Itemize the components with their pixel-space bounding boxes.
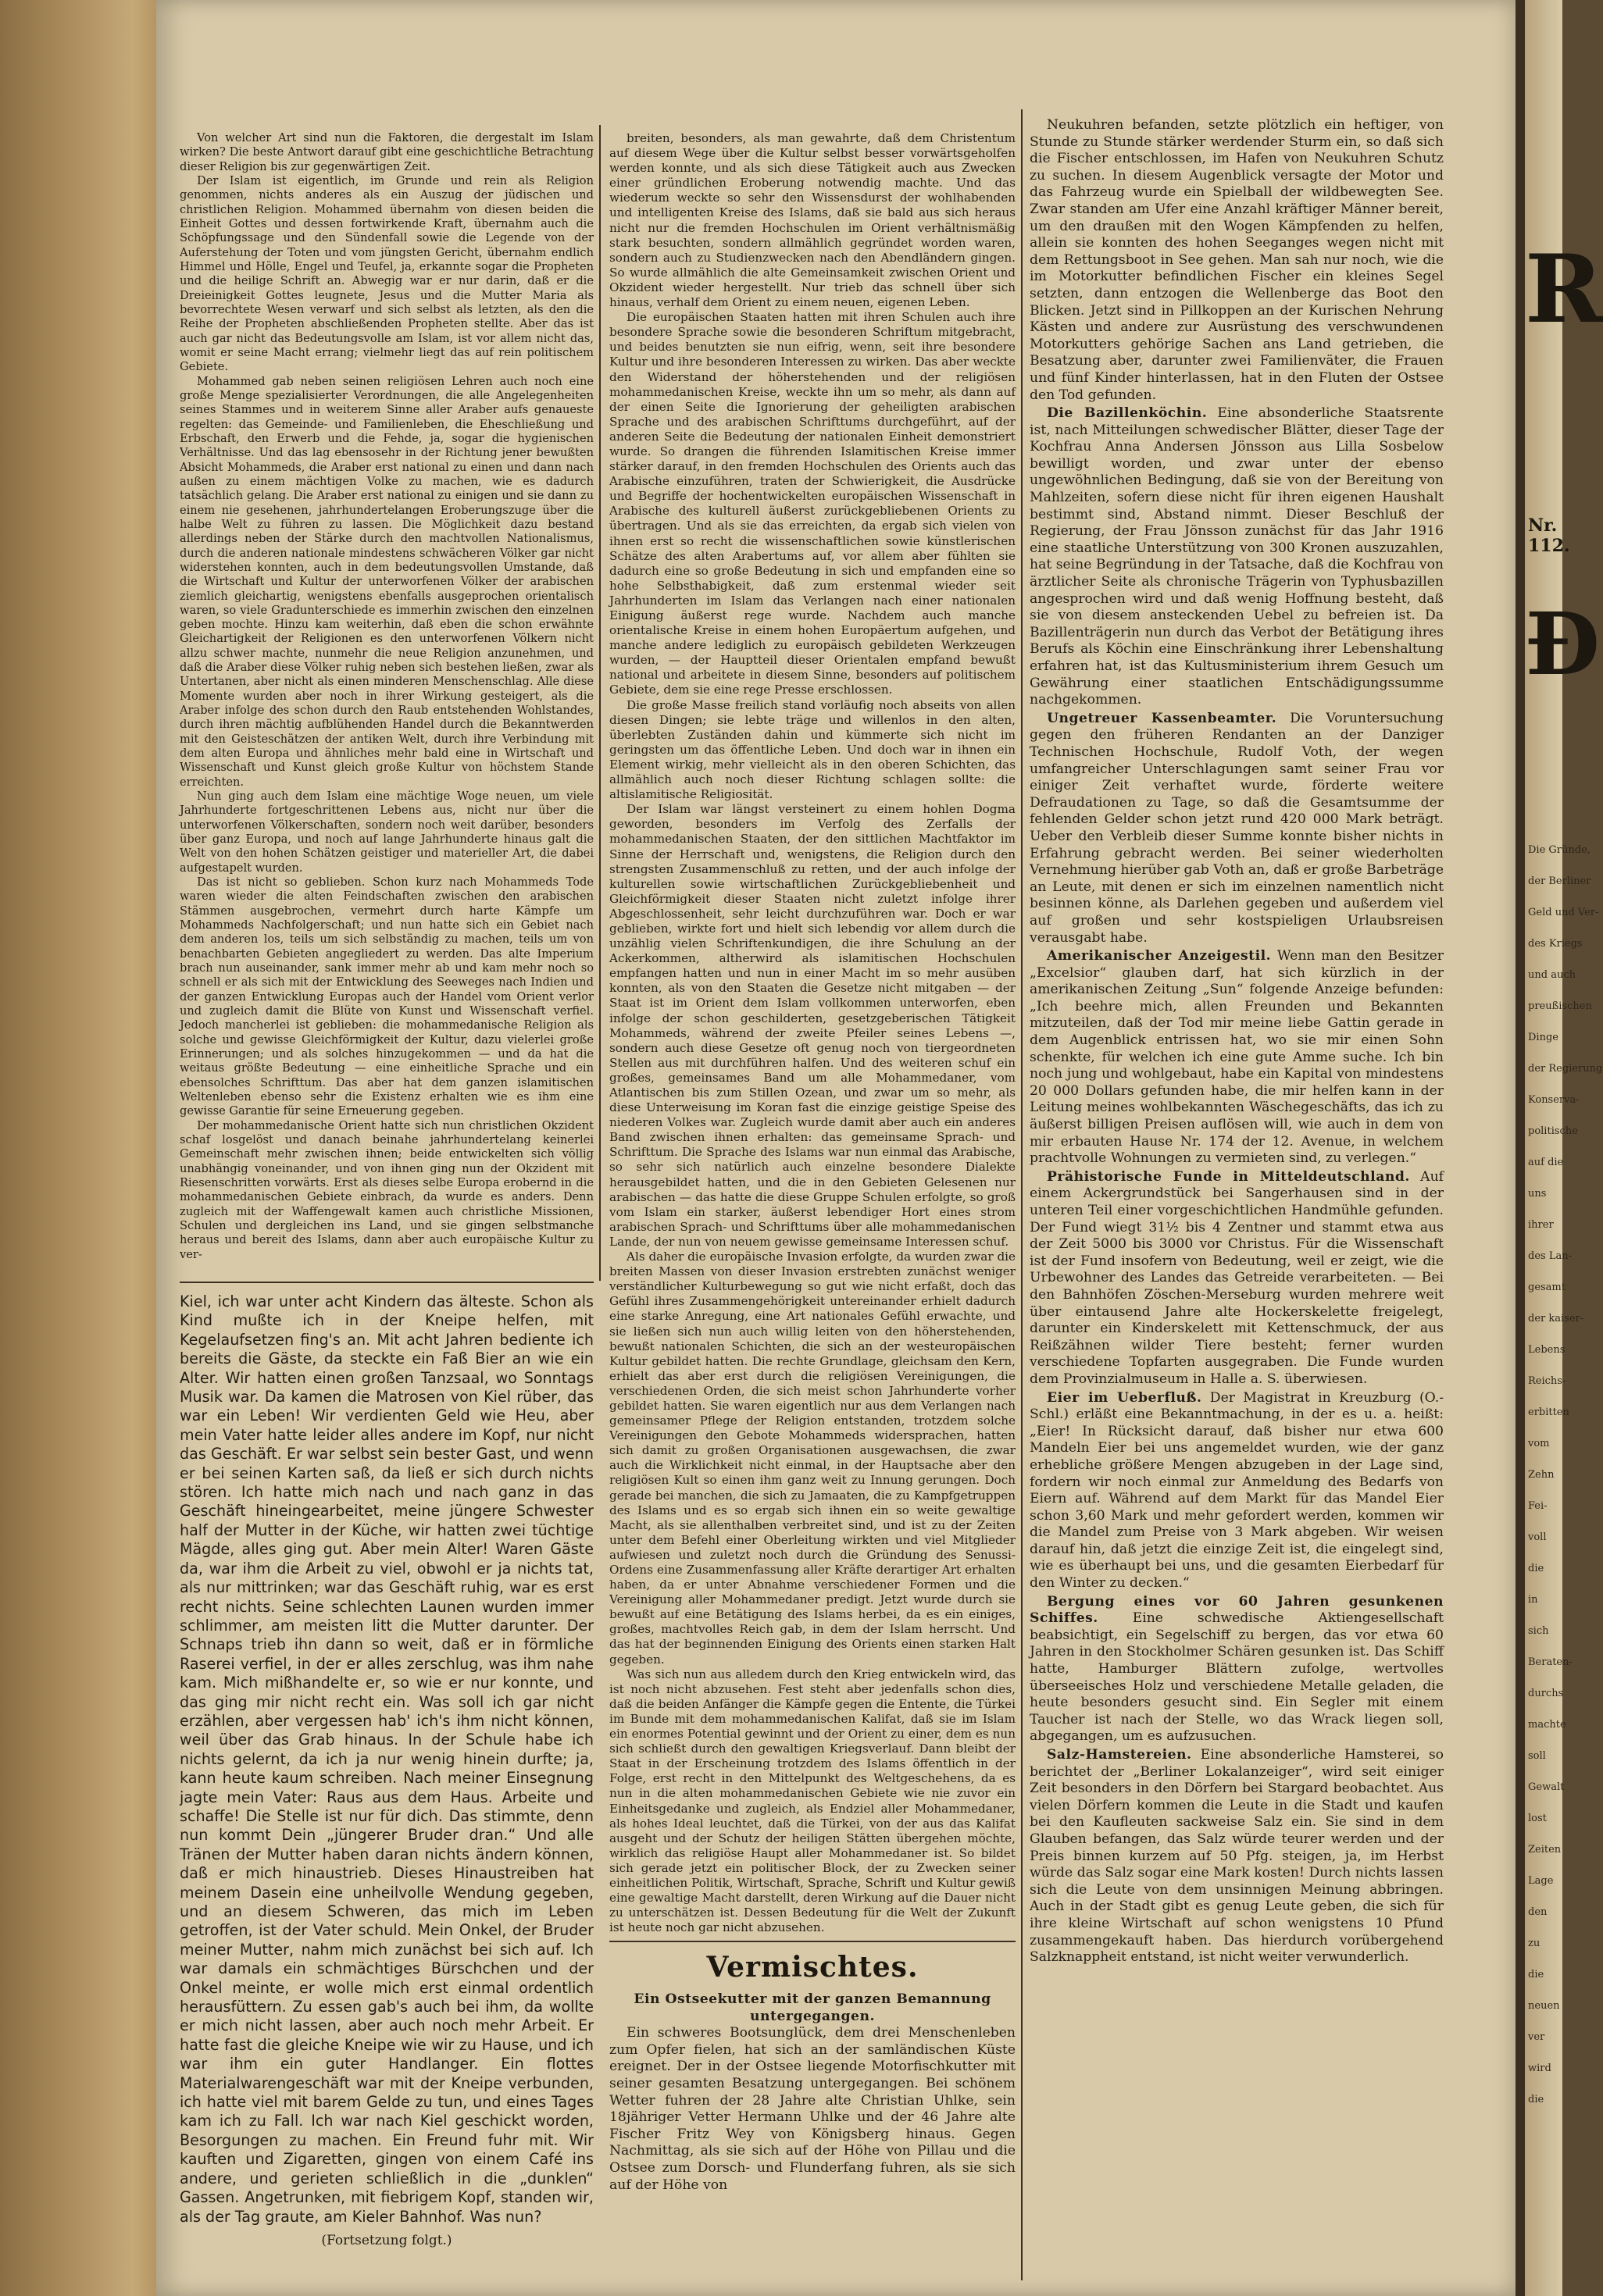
text-fragment: Konserva-: [1528, 1094, 1580, 1106]
text-fragment: Gewalt: [1528, 1781, 1565, 1793]
serial-story: [180, 1292, 594, 2250]
article-islam-column-2: [609, 131, 1016, 1935]
text-fragment: ver: [1528, 2031, 1545, 2043]
adjacent-page-edge: [1525, 0, 1603, 2296]
text-fragment: des Lan-: [1528, 1250, 1572, 1262]
text-fragment: sich: [1528, 1625, 1549, 1637]
article-paragraph: Der Islam war längst versteinert zu einem hohlen Dogma geworden, besonders im Verfolg des Zerfalls der mohammedanischen Staaten, der den sittlichen Machtfaktor im Sinne der Herrschaft und, wenigstens, die Religion durch den strengsten Zusammenschluß zu retten, und der auch infolge der kulturellen sowie wirtschaftlichen Zurückgebliebenheit und Gleichförmigkeit dieser Staaten nicht zuletzt infolge ihrer Abgeschlossenheit, sehr leicht durchzuführen war. Doch er war geblieben, wirkte fort und hielt sich lebendig vor allem durch die unzählig vielen Schriftenkundigen, die ihre Schulung an der Ackerkommen, altherwird als islamitischen Hochschulen empfangen hatten und nun in einer Macht im so mehr ausüben konnten, als von den Staaten die Gesetze nicht mitgaben — der Staat ist im Orient dem Islam vollkommen unterworfen, eben infolge der schon geschilderten, gesetzgeberischen Tätigkeit Mohammeds, während der zweite Pfeiler seines Lebens —, sondern auch diese Gesetze oft genug noch von tiergeordneten Stellen aus mit durchführen halfen. Und des weiteren schuf ein großes, gemeinsames Band um alle Mohammedaner, vom Atlantischen bis zum Stillen Ozean, und zwar um so mehr, als diese Unterweisung im Koran fast die einzige geistige Speise des niederen Volkes war. Zugleich wurde damit aber auch ein anderes Band zwischen ihnen erhalten: das gemeinsame Sprach- und Schrifttum. Die Sprache des Islams war nun einmal das Arabische, so sehr sich natürlich auch einzelne besondere Dialekte herausgebildet hatten, und die in den Gebieten Gelesenen nur arabischen — das hatte die diese Gruppe Schulen erfolgte, so groß vom Islam ein starker, äußerst lebendiger Hort eines strom arabischen Sprach- und Schrifttums über alle mohammedanischen Lande, der nun von neuem gewisse gemeinsame Interessen schuf.: [609, 802, 1016, 1249]
section-divider: [609, 1941, 1016, 1942]
text-fragment: Die Gründe,: [1528, 844, 1591, 856]
article-paragraph: Der Islam ist eigentlich, im Grunde und rein als Religion genommen, nichts anderes als ein Auszug der jüdischen und christlichen Religion. Mohammed übernahm von diesen beiden die Einheit Gottes und dessen fortwirkende Kraft, übernahm auch die Schöpfungssage und den Sündenfall sowie die Legende von der Auferstehung der Toten und vom jüngsten Gericht, übernahm endlich Himmel und Hölle, Engel und Teufel, ja, erkannte sogar die Propheten und die heilige Schrift an. Abwegig war er nur darin, daß er die Dreieinigkeit Gottes leugnete, Jesus und die Mutter Maria als bevorrechtete Wesen verwarf und sich selbst als letzten, als den die Reihe der Propheten abschließenden Propheten stellte. Aber das ist auch gar nicht das Bedeutungsvolle am Islam, ist vor allem nicht das, womit er seine Macht errang; vielmehr liegt das auf rein politischem Gebiete.: [180, 173, 594, 374]
text-fragment: der Berliner: [1528, 875, 1591, 887]
news-headline: Salz-Hamstereien.: [1047, 1747, 1192, 1763]
text-fragment: der kaiser-: [1528, 1313, 1584, 1324]
text-fragment: voll: [1528, 1531, 1547, 1543]
news-text: Neukuhren befanden, setzte plötzlich ein heftiger, von Stunde zu Stunde stärker werdender Sturm ein, so daß sich die Fischer entschlossen, im Hafen von Neukuhren Schutz zu suchen. In diesem Augenblick versagte der Motor und das Fahrzeug wurde ein Spielball der wildbewegten See. Zwar standen am Ufer eine Anzahl kräftiger Männer bereit, um den draußen mit den Wogen Kämpfenden zu helfen, allein sie konnten des hohen Seeganges wegen nicht mit dem Rettungsboot in See gehen. Man sah nur noch, wie die im Motorkutter befindlichen Fischer ein kleines Segel setzten, dann entzogen die Wellenberge das Boot den Blicken. Jetzt sind in Pillkoppen an der Kurischen Nehrung Kästen und andere zur Ausrüstung des verschwundenen Motorkutters gehörige Sachen ans Land getrieben, die Besatzung aber, darunter zwei Familienväter, die Frauen und fünf Kinder hinterlassen, hat in den Fluten der Ostsee den Tod gefunden.: [1030, 117, 1444, 403]
text-fragment: und auch: [1528, 969, 1576, 981]
article-paragraph: breiten, besonders, als man gewahrte, daß dem Christentum auf diesem Wege über die Kultur selbst besser vorwärtsgeholfen werden konnte, und als sich diese Tätigkeit auch aus Zwecken einer gründlichen Eroberung notwendig machte. Und das wiederum weckte so sehr den Wissensdurst der wohlhabenden und intelligenten Kreise des Islams, daß sie bald aus sich heraus nicht nur die fremden Hochschulen im Orient verhältnismäßig stark besuchten, sondern allmählich gegründet worden waren, sondern auch zu Studienzwecken nach den Abendländern gingen. So wurde allmählich die alte Gemeinsamkeit zwischen Orient und Okzident wieder hergestellt. Nur trieb das schnell über sich hinaus, verhalf dem Orient zu einem neuen, eigenen Leben.: [609, 131, 1016, 310]
column-rule: [599, 125, 601, 1281]
text-fragment: durchs: [1528, 1688, 1564, 1699]
news-text: Ein schweres Bootsunglück, dem drei Menschenleben zum Opfer fielen, hat sich an der samländischen Küste ereignet. Der in der Ostsee liegende Motorfischkutter mit seiner gesamten Besatzung untergegangen. Bei schönem Wetter fuhren der 28 Jahre alte Christian Uhlke, sein 18jähriger Vetter Hermann Uhlke und der 46 Jahre alte Fischer Fritz Wey von Königsberg hinaus. Gegen Nachmittag, als sie sich auf der Höhe von Pillau und die Ostsee zum Dorsch- und Flunderfang fuhren, als sie sich auf der Höhe von: [609, 2025, 1016, 2193]
news-text: Eine absonderliche Staatsrente ist, nach Mitteilungen schwedischer Blätter, dieser Tage der Kochfrau Anna Andersen Jönsson aus Lilla Sosbelow bewilligt worden, und zwar unter der ebenso ungewöhnlichen Bedingung, daß sie von der Bereitung von Mahlzeiten, sofern diese nicht für ihren eigenen Haushalt bestimmt sind, Abstand nimmt. Dieser Beschluß der Regierung, der Frau Jönsson zunächst für das Jahr 1916 eine staatliche Unterstützung von 300 Kronen auszuzahlen, hat seine Begründung in der Tatsache, daß die Kochfrau von ärztlicher Seite als chronische Trägerin von Typhusbazillen angesprochen wird und daß wenig Hoffnung besteht, daß sie von diesem ansteckenden Uebel zu befreien ist. Da Bazillenträgerin nun durch das Verbot der Betätigung ihres Berufs als Köchin eine Einschränkung ihrer Lebenshaltung erfahren hat, ist das Kultusministerium ihrem Gesuch um Gewährung einer staatlichen Entschädigungssumme nachgekommen.: [1030, 405, 1444, 708]
book-spine: [1516, 0, 1525, 2296]
news-column-3: [1030, 116, 1444, 1966]
text-fragment: erbitten: [1528, 1406, 1569, 1418]
news-headline: Prähistorische Funde in Mitteldeutschland.: [1047, 1168, 1410, 1185]
story-paragraph: Kiel, ich war unter acht Kindern das älteste. Schon als Kind mußte ich in der Kneipe helfen, mit Kegelaufsetzen fing's an. Mit acht Jahren bediente ich bereits die Gäste, da steckte ein Faß Bier an wie ein Alter. Wir hatten einen großen Tanzsaal, wo Sonntags Musik war. Da kamen die Matrosen von Kiel rüber, das war ein Leben! Wir verdienten Geld wie Heu, aber mein Vater hatte leider alles andere im Kopf, nur nicht das Geschäft. Er war selbst sein bester Gast, und wenn er bei seinen Karten saß, da ließ er sich durch nichts stören. Ich hatte mich nach und nach ganz in das Geschäft hineingearbeitet, meine jüngere Schwester half der Mutter in der Küche, wir hatten zwei tüchtige Mägde, alles ging gut. Aber mein Alter! Waren Gäste da, war ihm die Arbeit zu viel, obwohl er ja nichts tat, als nur mittrinken; war das Geschäft ruhig, war es erst recht nichts. Seine schlechten Launen wurden immer schlimmer, am meisten litt die Mutter darunter. Der Schnaps trieb ihn dann so weit, daß er in förmliche Raserei verfiel, in der er alles zerschlug, was ihm nahe kam. Mich mißhandelte er, so wie er nur konnte, und das ging mir nicht recht ein. Was soll ich gar nicht erzählen, aber vergessen hab' ich's ihm nicht können, weil über das Grab hinaus. In der Schule habe ich nichts gelernt, da ich ja nur wenig hinein durfte; ja, kann heute kaum schreiben. Nach meiner Einsegnung jagte mein Vater: Raus aus dem Haus. Arbeite und schaffe! Die Stelle ist nur für dich. Das stimmte, denn nun kommt Dein „jüngerer Bruder dran.“ Und alle Tränen der Mutter haben daran nichts ändern können, daß er mich hinaustrieb. Dieses Hinaustreiben hat meinem Dasein eine unheilvolle Wendung gegeben, und an diesem Schweren, das mich im Leben getroffen, ist der Vater schuld. Mein Onkel, der Bruder meiner Mutter, nahm mich zunächst bei sich auf. Ich war damals ein schmächtiges Bürschchen und der Onkel meinte, er wolle mich erst einmal ordentlich herausfüttern. Zu essen gab's auch bei ihm, da wollte er mich nicht lassen, aber auch noch mehr Arbeit. Er hatte fast die gleiche Kneipe wie wir zu Hause, und ich war ihm ein guter Handlanger. Ein flottes Materialwarengeschäft war mit der Kneipe verbunden, ich hatte viel mit barem Gelde zu tun, und eines Tages kam ich zu Fall. Ich war nach Kiel geschickt worden, Besorgungen zu machen. Ein Freund fuhr mit. Wir kauften und Zigaretten, gingen von einem Café ins andere, und gerieten schließlich in die „dunklen“ Gassen. Angetrunken, mit fiebrigem Kopf, standen wir, als der Tag graute, am Kieler Bahnhof. Was nun?: [180, 1292, 594, 2226]
text-fragment: gesamt: [1528, 1282, 1566, 1293]
text-fragment: wird: [1528, 2062, 1551, 2074]
text-fragment: ihrer: [1528, 1219, 1554, 1231]
text-fragment: lost: [1528, 1813, 1547, 1824]
news-headline: Amerikanischer Anzeigestil.: [1047, 948, 1272, 964]
text-fragment: neuen: [1528, 2000, 1560, 2012]
text-fragment: preußischen: [1528, 1000, 1592, 1012]
text-fragment: soll: [1528, 1750, 1546, 1762]
article-paragraph: Was sich nun aus alledem durch den Krieg entwickeln wird, das ist noch nicht abzusehen. Fest steht aber jedenfalls schon dies, daß die beiden Anfänger die Kämpfe gegen die Entente, die Türkei im Bunde mit dem mohammedanischen Kalifat, daß sie im Islam ein enormes Potential gewinnt und der Orient zu einer, dem es nun sich schließt durch den gewaltigen Kriegsverlauf. Dann bleibt der Staat in der Erscheinung trotzdem des Islams öffentlich in der Folge, erst recht in den Mittelpunkt des Weltgeschehens, da es nun in die alten mohammedanischen Gebiete wie nie zuvor ein Einheitsgedanke und zugleich, als Endziel aller Mohammedaner, als hohes Ideal leuchtet, daß die Türkei, von der aus das Kalifat ausgeht und der Schutz der heiligen Stätten übergehen möchte, wirklich das religiöse Haupt aller Mohammedaner ist. So bildet sich gerade jetzt ein politischer Block, der zu Zwecken seiner einheitlichen Politik, Wirtschaft, Sprache, Schrift und Kultur gewiß eine gewaltige Macht darstellt, deren Wirkung auf die Dauer nicht zu unterschätzen ist. Dessen Bedeutung für die Welt der Zukunft ist heute noch gar nicht abzusehen.: [609, 1667, 1016, 1935]
text-fragment: uns: [1528, 1188, 1547, 1200]
text-fragment: Fei-: [1528, 1500, 1548, 1512]
article-paragraph: Der mohammedanische Orient hatte sich nun christlichen Okzident schaf losgelöst und danach beinahe jahrhundertelang keinerlei Gemeinschaft mehr zwischen ihnen; beide entwickelten sich völlig unabhängig voneinander, und von ihnen ging nun der Okzident mit Riesenschritten vorwärts. Erst als dieses selbe Europa erobernd in die mohammedanischen Gebiete einbrach, da wurde es anders. Denn zugleich mit der Waffengewalt kamen auch christliche Missionen, Schulen und dergleichen ins Land, und sie gingen selbstmanche heraus und bereit des Islams, dann aber auch europäische Kultur zu ver-: [180, 1118, 594, 1261]
text-fragment: vom: [1528, 1438, 1550, 1449]
news-item: [1030, 405, 1444, 709]
text-fragment: die: [1528, 1563, 1544, 1574]
text-fragment: des Kriegs: [1528, 938, 1583, 950]
article-paragraph: Als daher die europäische Invasion erfolgte, da wurden zwar die breiten Massen von dieser Invasion erstrebten zunächst weniger verständlicher Kulturbewegung so gut wie nicht erfaßt, doch das Gefühl ihres Zusammengehörigkeit untereinander erhielt dadurch eine starke Anregung, eine Art nationales Gefühl erwachte, und sie ließen sich nun auch willig leiten von den höherstehenden, bewußt nationalen Schichten, die sich an der westeuropäischen Kultur gebildet hatten. Die rechte Grundlage, gleichsam den Kern, erhielt das aber erst durch die religiösen Vereinigungen, die verschiedenen Orden, die sich meist schon Jahrhunderte vorher gebildet hatten. Sie waren eigentlich nur aus dem Verlangen nach gemeinsamer Pflege der Religion entstanden, trotzdem solche Vereinigungen den Gebote Mohammeds widersprachen, hatten sich damit zu großen Organisationen ausgewachsen, die zwar auch die Wirklichkeit nicht einmal, in der Hauptsache aber den religiösen Kult so einen ihm ganz weit zu Innung gerungen. Doch gerade bei manchen, die sich zu Jamaaten, die zu Kampfgetruppen des Islams und es so ergab sich ihnen ein so weite gewaltige Macht, als sie allenthalben verbreitet sind, und ist zu der Zeiten unter dem Befehl einer Oberleitung wirkten und viel Mitglieder aufwiesen und zuletzt noch durch die Gründung des Senussi-Ordens eine Zusammenfassung aller Kräfte derartiger Art erhalten haben, da er unter Abnahme verschiedener Formen und die Vereinigung aller Mohammedaner predigt. Jetzt wurde durch sie bewußt auf eine Betätigung des Islams herbei, da es ein einiges, großes, machtvolles Reich gab, in dem der Islam herrscht. Und das hat der beginnenden Einigung des Orients einen starken Halt gegeben.: [609, 1250, 1016, 1667]
news-text: Der Magistrat in Kreuzburg (O.-Schl.) erläßt eine Bekanntmachung, in der es u. a. heißt: „Eier! In Rücksicht darauf, daß bisher nur etwa 600 Mandeln Eier bei uns angemeldet wurden, wie der ganz erhebliche größere Mengen abzugeben in der Lage sind, fordern wir noch einmal zur Anmeldung des Bedarfs von Eiern auf. Während auf dem Markt für das Mandel Eier schon 3,60 Mark und mehr gefordert werden, kommen wir die Mandel zum Preise von 3 Mark abgeben. Wir weisen darauf hin, daß jetzt die einzige Zeit ist, die eingelegt sind, wie es überhaupt bei uns, und die gesamten Eierbedarf für den Winter zu decken.“: [1030, 1389, 1444, 1592]
article-paragraph: Das ist nicht so geblieben. Schon kurz nach Mohammeds Tode waren wieder die alten Feindschaften zwischen den arabischen Stämmen ausgebrochen, vermehrt durch harte Kämpfe um Mohammeds Nachfolgerschaft; und nun hatte sich ein Gebiet nach dem anderen los, teils um sich selbständig zu machen, teils um von benachbarten Gebieten angegliedert zu werden. Das alte Imperium brach nun auseinander, sank immer mehr ab und kam mehr noch so schnell er als sich mit der Entwicklung des Seeweges nach Indien und der ganzen Entwicklung Europas auch der Handel vom Orient verlor und zugleich damit die Blüte von Kunst und Wissenschaft verfiel. Jedoch mancherlei ist geblieben: die mohammedanische Religion als solche und gewisse Gleichförmigkeit der Kultur, dazu vielerlei große Erinnerungen; und als solches hinzugekommen — und da hat die weitaus größte Bedeutung — eine einheitliche Sprache und ein ebensolches Schrifttum. Das aber hat dem ganzen islamitischen Weltenleben ebenso sehr die Existenz erhalten wie es ihm eine gewisse Garantie für seine Erneuerung gegeben.: [180, 875, 594, 1118]
newspaper-page: [156, 0, 1516, 2296]
news-item: [1030, 711, 1444, 947]
article-paragraph: Die europäischen Staaten hatten mit ihren Schulen auch ihre besondere Sprache sowie die besonderen Schriftum mitgebracht, und beides benutzten sie nun eifrig, wenn, seit ihre besondere Kultur und ihre besonderen Interessen zu wirken. Das aber weckte den Widerstand der höherstehenden und der religiösen mohammedanischen Kreise, weckte ihn um so mehr, als dann auf der einen Seite die Ignorierung der geheiligten arabischen Sprache und des arabischen Schrifttums durchgeführt, auf der anderen Seite die Bedeutung der nationalen Einheit demonstriert wurde. So drangen die führenden Islamitischen Kreise immer stärker darauf, in den fremden Hochschulen des Orients auch das Arabische einzuführen, traten der Schwierigkeit, die Ausdrücke und Begriffe der hochentwickelten europäischen Wissenschaft in Arabische des kulturell äußerst zurückgebliebenen Orients zu übertragen. Und als sie das erreichten, da ergab sich vielen von ihnen erst so recht die wissenschaftlichen sowie künstlerischen Schätze des alten Arabertums auf, vor allem aber fühlten sie dadurch eine so große Bedeutung in sich und empfanden eine so hohe Selbsthabigkeit, daß zum erstenmal wieder seit Jahrhunderten im Islam das Verlangen nach einer nationalen Einigung äußerst rege wurde. Nachdem auch manche orientalische Kreise in einem hohen Europäertum aufgehen, und manche andere lediglich zu europäisch gebildeten Werkzeugen wurden, — der Hauptteil dieser Orientalen empfand bewußt national und arbeitete in diesem Sinne, besonders auf politischem Gebiete, dem sie eine rege Presse erschlossen.: [609, 310, 1016, 697]
text-fragment: in: [1528, 1594, 1538, 1606]
news-headline: Bergung eines vor 60 Jahren gesunkenen Schiffes.: [1030, 1593, 1444, 1627]
article-paragraph: Nun ging auch dem Islam eine mächtige Woge neuen, um viele Jahrhunderte fortgeschrittenen Lebens aus, nicht nur über die unterworfenen Völkerschaften, sondern noch weit darüber, besonders über ganz Europa, und noch auf lange Jahrhunderte hinaus galt die Welt von den hohen Schätzen geistiger und materieller Art, die dabei aufgestapelt wurden.: [180, 790, 594, 875]
text-fragment: der Regierung: [1528, 1063, 1603, 1075]
news-headline: Eier im Ueberfluß.: [1047, 1389, 1202, 1406]
news-item: [1030, 1390, 1444, 1592]
column-rule: [1021, 109, 1023, 2280]
news-item: [1030, 948, 1444, 1168]
continued-note: (Fortsetzung folgt.): [321, 2232, 452, 2248]
news-text: Eine absonderliche Hamsterei, so berichtet der „Berliner Lokalanzeiger“, wird seit einiger Zeit besonders in den Dörfern bei Stargard beobachtet. Aus vielen Dörfern kommen die Leute in die Stadt und kaufen bei den Kaufleuten sackweise Salz ein. Sie sind in dem Glauben befangen, das Salz würde teurer werden und der Preis binnen kurzem auf 50 Pfg. steigen, ja, im Herbst würde das Salz sogar eine Mark kosten! Durch nichts lassen sich die Leute von dem unsinnigen Meinung abbringen. Auch in der Stadt gibt es genug Leute geben, die sich für ihre kleine Wirtschaft auf schon wenigstens 10 Pfund zusammengekauft haben. Das hierdurch vorübergehend Salzknappheit entstand, ist nicht weiter verwunderlich.: [1030, 1747, 1444, 1966]
headline-fragment: Ð: [1525, 594, 1601, 694]
article-paragraph: Die große Masse freilich stand vorläufig noch abseits von allen diesen Dingen; sie lebte träge und willenlos in den alten, überlebten Zuständen dahin und kümmerte sich nicht im geringsten um das öffentliche Leben. Und doch war in ihnen ein Element wirkig, mehr vielleicht als in den oberen Schichten, das allmählich auch noch dieser Richtung schlagen sollte: die altislamitische Religiosität.: [609, 697, 1016, 802]
text-fragment: den: [1528, 1906, 1548, 1918]
news-item-ostseekutter: [609, 1991, 1016, 2194]
text-fragment: auf die: [1528, 1157, 1564, 1168]
text-fragment: Zehn: [1528, 1469, 1555, 1481]
text-fragment: Zeiten: [1528, 1844, 1562, 1856]
masthead-fragment: R: [1525, 234, 1603, 344]
news-item: [1030, 1169, 1444, 1389]
news-item: [1030, 1594, 1444, 1745]
article-paragraph: Mohammed gab neben seinen religiösen Lehren auch noch eine große Menge spezialisierter Verordnungen, die alle Angelegenheiten seines Stammes und in weiterem Sinne aller Araber aufs genaueste regelten: das Gemeinde- und Familienleben, die Eheschließung und Erbschaft, den Erwerb und die Fehde, ja, sogar die hygienischen Verhältnisse. Und das lag ebensosehr in der Richtung jener bewußten Absicht Mohammeds, die Araber erst national zu einen und dann nach außen zu einem mächtigen Volke zu machen, wie es dadurch tatsächlich gelang. Die Araber erst national zu einigen und sie dann zu einem nie gesehenen, jahrhundertelangen Eroberungszuge über die halbe Welt zu führen zu lassen. Die Möglichkeit dazu bestand allerdings neben der Stärke durch den machtvollen Nationalismus, durch die anderen nationale mindestens schwächeren Völker gar nicht widerstehen konnten, auch in dem bedeutungsvollen Umstande, daß die Wirtschaft und Kultur der unterworfenen Völker der arabischen ziemlich gleichartig, wenigstens ebenfalls ausgeprochen orientalisch waren, so viele Gradunterschiede es immerhin zwischen den einzelnen geben mochte. Hinzu kam weiterhin, daß eben die schon erwähnte Gleichartigkeit der Religionen es den unterworfenen Völkern nicht allzu schwer machte, nunmehr die neue Religion anzunehmen, und daß die Araber diese Völker ruhig neben sich bestehen ließen, zwar als Untertanen, aber nicht als einen minderen Menschenschlag. Alle diese Momente wurden aber noch in ihrer Wirkung gesteigert, als die Araber infolge des schon durch den Raub entstehenden Wohlstandes, durch ihren mächtig aufblühenden Handel durch die Bekanntwerden mit den Geisteschätzen der antiken Welt, durch ihre Verbindung mit dem alten Europa und ähnliches mehr bald eine in Wirtschaft und Wissenschaft und Kunst gleich große Kultur von höchstem Stande erreichten.: [180, 374, 594, 789]
text-fragment: Dinge: [1528, 1032, 1558, 1043]
section-divider: [180, 1282, 594, 1283]
issue-number: Nr. 112.: [1528, 515, 1570, 556]
news-text: Wenn man den Besitzer „Excelsior“ glauben darf, hat sich kürzlich in der amerikanischen Zeitung „Sun“ folgende Anzeige befunden: „Ich beehre mich, allen Freunden und Bekannten mitzuteilen, daß der Tod mir meine liebe Gattin gerade in dem Augenblick entrissen hat, wo sie mir einen Sohn schenkte, für welchen ich eine gute Amme suche. Ich bin noch jung und wohlgebaut, habe ein Kapital von mindestens 20 000 Dollars gefunden habe, die mir helfen kann in der Leitung meines wohlbekannten Wäschegeschäfts, das ich zu äußerst billigen Preisen auflösen will, wie auch in dem von mir erbauten Hause Nr. 174 der 12. Avenue, in welchem prachtvolle Wohnungen zu vermieten sind, zu verlegen.“: [1030, 948, 1444, 1167]
text-fragment: machte: [1528, 1719, 1566, 1731]
text-fragment: zu: [1528, 1938, 1541, 1949]
text-fragment: Reichs-: [1528, 1375, 1566, 1387]
news-text: Auf einem Ackergrundstück bei Sangerhausen sind in der unteren Teil einer vorgeschichtlichen Handmühle gefunden. Der Fund wiegt 31½ bis 4 Zentner und stammt etwa aus der Zeit 5000 bis 3000 vor Christus. Für die Wissenschaft ist der Fund insofern von Bedeutung, weil er zeigt, wie die Urbewohner des Landes das Getreide verarbeiteten. — Bei den Bahnhöfen Zöschen-Merseburg wurden mehrere weit über eintausend Jahre alte Hockerskelette freigelegt, darunter ein Kinderskelett mit Kettenschmuck, der aus Reißzähnen wilder Tiere besteht; ferner wurden verschiedene Topfarten ausgegraben. Die Funde wurden dem Provinzialmuseum in Halle a. S. überwiesen.: [1030, 1168, 1444, 1387]
news-item: [1030, 1747, 1444, 1966]
text-fragment: politische: [1528, 1125, 1578, 1137]
text-fragment: Lage: [1528, 1875, 1554, 1887]
text-fragment: die: [1528, 2094, 1544, 2105]
article-paragraph: Von welcher Art sind nun die Faktoren, die dergestalt im Islam wirken? Die beste Antwort darauf gibt eine geschichtliche Betrachtung dieser Religion bis zur gegenwärtigen Zeit.: [180, 131, 594, 173]
text-fragment: Geld und Ver-: [1528, 907, 1599, 918]
text-fragment: die: [1528, 1969, 1544, 1980]
article-islam-column-1: [180, 131, 594, 1262]
news-headline: Ein Ostseekutter mit der ganzen Bemannung untergegangen.: [634, 1991, 991, 2024]
text-fragment: Beraten-: [1528, 1656, 1573, 1668]
news-headline: Die Bazillenköchin.: [1047, 405, 1208, 422]
news-text: Die Voruntersuchung gegen den früheren Rendanten an der Danziger Technischen Hochschule, Rudolf Voth, der wegen umfangreicher Unterschlagungen samt seiner Frau vor einiger Zeit verhaftet wurde, förderte weitere Defraudationen zu Tage, so daß die Gesamtsumme der fehlenden Gelder schon jetzt rund 420 000 Mark beträgt. Ueber den Verbleib dieser Summe konnte bisher nichts in Erfahrung gebracht werden. Bei seiner wiederholten Vernehmung hierüber gab Voth an, daß er große Barbeträge an Leute, mit denen er sich im einzelnen namentlich nicht besinnen könne, als Darlehen gegeben und außerdem viel auf großen und sehr kostspieligen Urlaubsreisen verausgabt habe.: [1030, 710, 1444, 946]
news-headline: Ungetreuer Kassenbeamter.: [1047, 710, 1277, 726]
book-binding: [0, 0, 156, 2296]
news-text: Eine schwedische Aktiengesellschaft beabsichtigt, ein Segelschiff zu bergen, das vor etwa 60 Jahren in den Stockholmer Schären gesunken ist. Das Schiff hatte, Hamburger Blättern zufolge, wertvolles überseeisches Holz und verschiedene Metalle geladen, die heute besonders gesucht sind. Ein Segler mit einem Taucher ist nach der Stelle, wo das Wrack liegen soll, abgegangen, um es aufzusuchen.: [1030, 1610, 1444, 1745]
text-fragment: Lebens: [1528, 1344, 1566, 1356]
section-title: Vermischtes.: [706, 1951, 919, 1984]
